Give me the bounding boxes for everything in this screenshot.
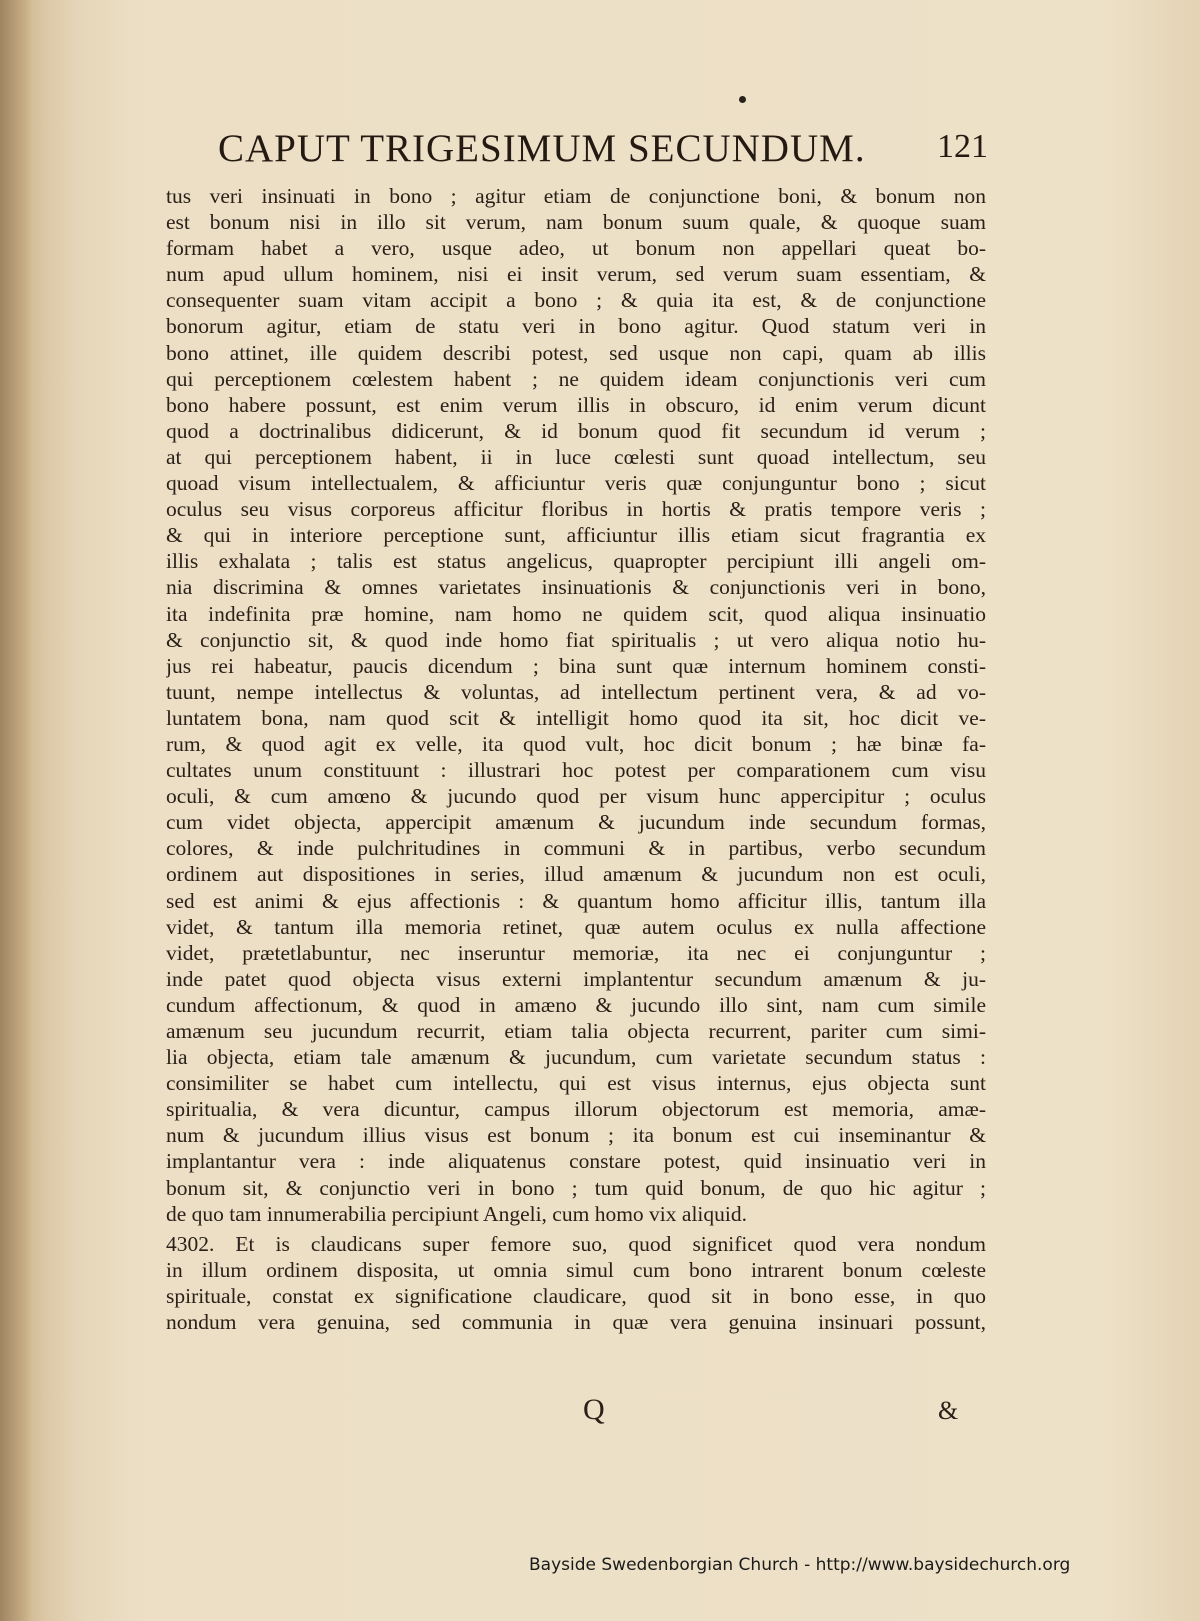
text-line: formam habet a vero, usque adeo, ut bonum non appellari queat bo-: [166, 236, 986, 261]
text-line: videt, & tantum illa memoria retinet, quæ autem oculus ex nulla affectione: [166, 914, 986, 939]
text-line: at qui perceptionem habent, ii in luce cœlesti sunt quoad intellectum, seu: [166, 444, 986, 469]
text-line: colores, & inde pulchritudines in communi & in partibus, verbo secundum: [166, 836, 986, 861]
text-line: ordinem aut dispositiones in series, illud amænum & jucundum non est oculi,: [166, 862, 986, 887]
text-line: tus veri insinuati in bono ; agitur etiam de conjunctione boni, & bonum non: [166, 184, 986, 208]
text-line: illis exhalata ; talis est status angelicus, quapropter percipiunt illi angeli om-: [166, 549, 986, 574]
text-line: consequenter suam vitam accipit a bono ; & quia ita est, & de conjunctione: [166, 288, 986, 313]
text-line: bono habere possunt, est enim verum illis in obscuro, id enim verum dicunt: [166, 392, 986, 417]
text-line: in illum ordinem disposita, ut omnia simul cum bono intrarent bonum cœleste: [166, 1257, 986, 1282]
text-line: 4302. Et is claudicans super femore suo, quod significet quod vera nondum: [166, 1231, 986, 1256]
text-line: cultates unum constituunt : illustrari hoc potest per comparationem cum visu: [166, 758, 986, 783]
text-line: cundum affectionum, & quod in amæno & jucundo illo sint, nam cum simile: [166, 992, 986, 1017]
text-line: & conjunctio sit, & quod inde homo fiat spiritualis ; ut vero aliqua notio hu-: [166, 627, 986, 652]
text-line: implantantur vera : inde aliquatenus constare potest, quid insinuatio veri in: [166, 1149, 986, 1174]
signature-mark: Q: [583, 1393, 605, 1426]
text-line: videt, prætetlabuntur, nec inseruntur memoriæ, ita nec ei conjunguntur ;: [166, 940, 986, 965]
text-line: ita indefinita præ homine, nam homo ne quidem scit, quod aliqua insinuatio: [166, 601, 986, 626]
text-line: bono attinet, ille quidem describi potest, sed usque non capi, quam ab illis: [166, 340, 986, 365]
catchword: &: [938, 1396, 959, 1425]
text-line: qui perceptionem cœlestem habent ; ne quidem ideam conjunctionis veri cum: [166, 366, 986, 391]
text-line: nia discrimina & omnes varietates insinuationis & conjunctionis veri in bono,: [166, 575, 986, 600]
text-line: num apud ullum hominem, nisi ei insit verum, sed verum suam essentiam, &: [166, 262, 986, 287]
text-line: jus rei habeatur, paucis dicendum ; bina sunt quæ internum hominem consti-: [166, 653, 986, 678]
text-line: cum videt objecta, appercipit amænum & jucundum inde secundum formas,: [166, 810, 986, 835]
text-line: consimiliter se habet cum intellectu, qui est visus internus, ejus objecta sunt: [166, 1071, 986, 1096]
text-line: & qui in interiore perceptione sunt, afficiuntur illis etiam sicut fragrantia ex: [166, 523, 986, 548]
page-number: 121: [937, 128, 988, 165]
book-spine-shadow: [0, 0, 32, 1621]
text-line: quod a doctrinalibus didicerunt, & id bonum quod fit secundum id verum ;: [166, 418, 986, 443]
text-line: num & jucundum illius visus est bonum ; ita bonum est cui inseminantur &: [166, 1123, 986, 1148]
text-line: spiritualia, & vera dicuntur, campus illorum objectorum est memoria, amæ-: [166, 1097, 986, 1122]
ink-dot: [739, 96, 746, 103]
text-line: quoad visum intellectualem, & afficiuntur veris quæ conjunguntur bono ; sicut: [166, 471, 986, 496]
running-header: [218, 126, 988, 178]
text-line: inde patet quod objecta visus externi implantentur secundum amænum & ju-: [166, 966, 986, 991]
text-line: de quo tam innumerabilia percipiunt Angeli, cum homo vix aliquid.: [166, 1201, 747, 1226]
text-line: rum, & quod agit ex velle, ita quod vult, hoc dicit bonum ; hæ binæ fa-: [166, 731, 986, 756]
text-line: luntatem bona, nam quod scit & intelligit homo quod ita sit, hoc dicit ve-: [166, 705, 986, 730]
text-line: amænum seu jucundum recurrit, etiam talia objecta recurrent, pariter cum simi-: [166, 1019, 986, 1043]
text-line: oculus seu visus corporeus afficitur floribus in hortis & pratis tempore veris ;: [166, 497, 986, 522]
text-line: tuunt, nempe intellectus & voluntas, ad intellectum pertinent vera, & ad vo-: [166, 679, 986, 704]
text-line: spirituale, constat ex significatione claudicare, quod sit in bono esse, in quo: [166, 1283, 986, 1308]
text-line: sed est animi & ejus affectionis : & quantum homo afficitur illis, tantum illa: [166, 888, 986, 913]
text-line: nondum vera genuina, sed communia in quæ vera genuina insinuari possunt,: [166, 1310, 986, 1335]
text-line: est bonum nisi in illo sit verum, nam bonum suum quale, & quoque suam: [166, 210, 986, 235]
text-line: bonum sit, & conjunctio veri in bono ; tum quid bonum, de quo hic agitur ;: [166, 1175, 986, 1200]
body-text: [166, 183, 986, 1335]
text-line: lia objecta, etiam tale amænum & jucundum, cum varietate secundum status :: [166, 1045, 986, 1070]
text-line: bonorum agitur, etiam de statu veri in bono agitur. Quod statum veri in: [166, 314, 986, 339]
chapter-title: CAPUT TRIGESIMUM SECUNDUM.: [218, 127, 866, 170]
footer-credit: Bayside Swedenborgian Church - http://www.baysidechurch.org: [529, 1555, 1071, 1575]
text-line: oculi, & cum amœno & jucundo quod per visum hunc appercipitur ; oculus: [166, 784, 986, 809]
